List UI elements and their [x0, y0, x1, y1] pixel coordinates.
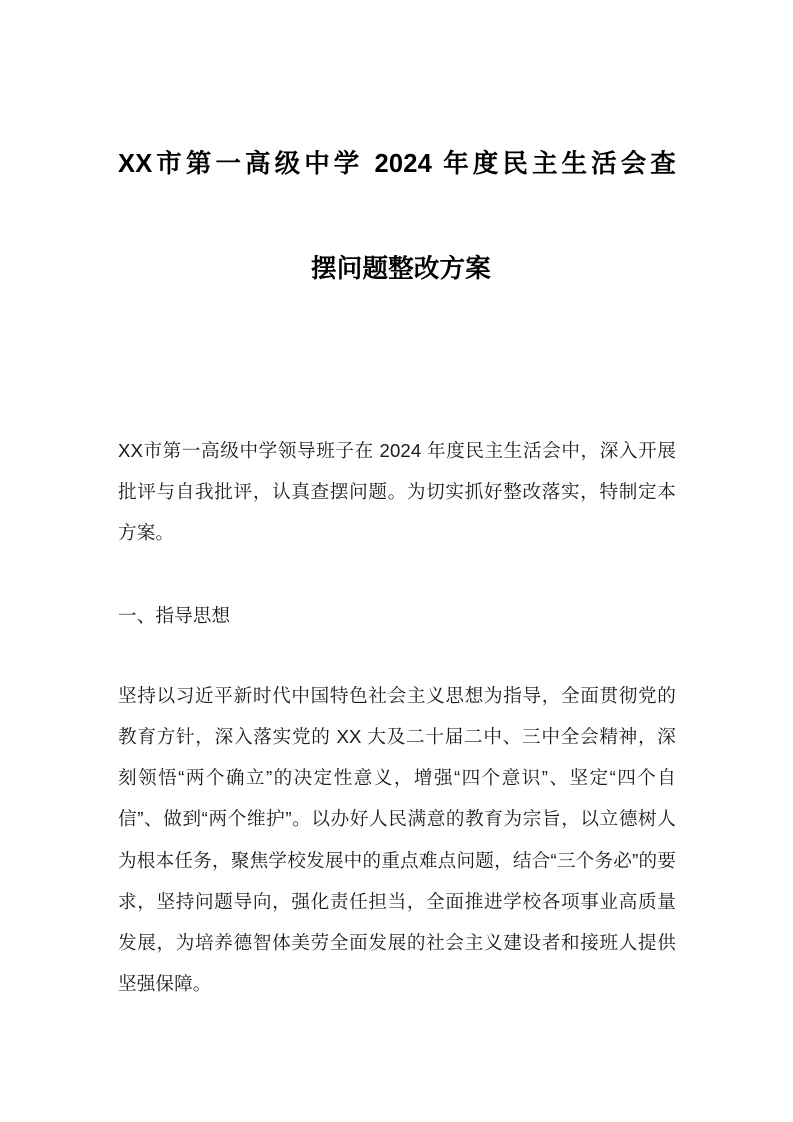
page-title-line-1: XX市第一高级中学 2024 年度民主生活会查 — [118, 150, 676, 178]
page-title — [118, 0, 676, 322]
intro-paragraph: XX市第一高级中学领导班子在 2024 年度民主生活会中，深入开展批评与自我批评，认真查摆问题。为切实抓好整改落实，特制定本方案。 — [118, 440, 676, 544]
page-title-line-2: 摆问题整改方案 — [311, 255, 491, 283]
document-content — [118, 0, 676, 1004]
section-heading-1: 一、指导思想 — [118, 604, 231, 626]
guiding-ideology-paragraph: 坚持以习近平新时代中国特色社会主义思想为指导，全面贯彻党的教育方针，深入落实党的 XX 大及二十届二中、三中全会精神，深刻领悟“两个确立”的决定性意义，增强“四个意识”、坚定“四个自信”、做到“两个维护”。以办好人民满意的教育为宗旨，以立德树人为根本任务，聚焦学校发展中的重点难点问题，结合“三个务必”的要求，坚持问题导向，强化责任担当，全面推进学校各项事业高质量发展，为培养德智体美劳全面发展的社会主义建设者和接班人提供坚强保障。 — [118, 684, 676, 995]
